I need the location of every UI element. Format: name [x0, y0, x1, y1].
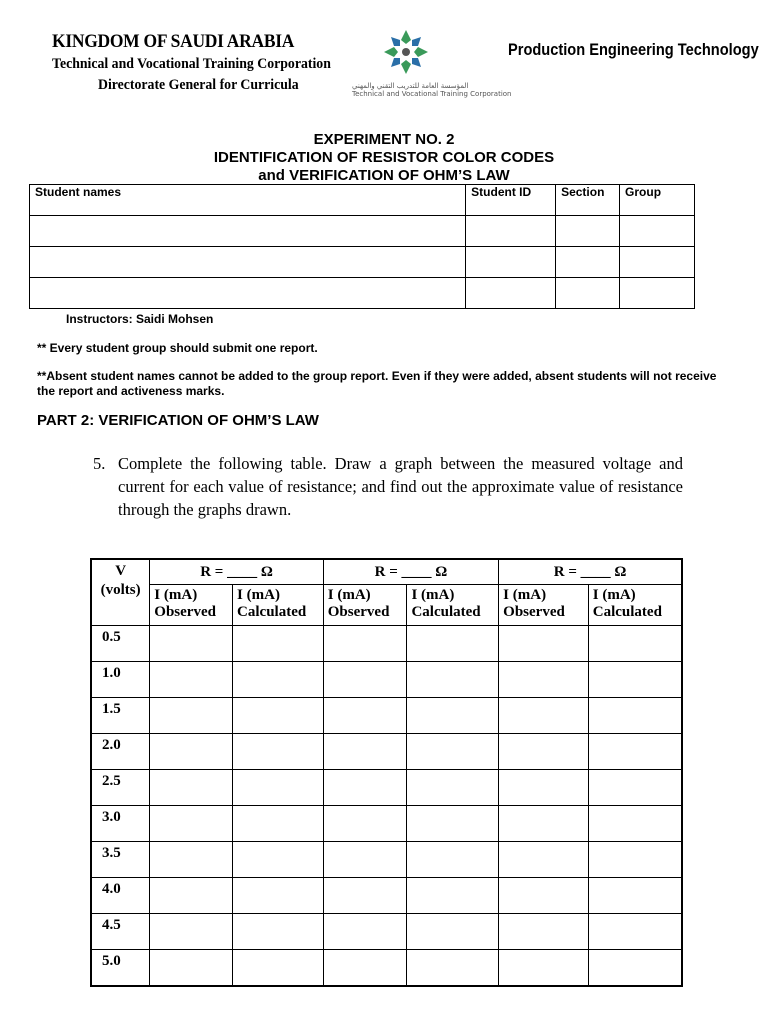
observed-current-cell[interactable]	[323, 914, 407, 950]
observed-current-cell[interactable]	[499, 878, 589, 914]
resistance-header-2: R = ____ Ω	[323, 559, 498, 585]
observed-current-cell[interactable]	[323, 842, 407, 878]
observed-current-cell[interactable]	[150, 878, 233, 914]
student-id-header: Student ID	[466, 185, 556, 216]
calculated-current-cell[interactable]	[588, 734, 682, 770]
calculated-current-cell[interactable]	[233, 842, 324, 878]
voltage-value: 3.5	[91, 842, 150, 878]
calculated-current-cell[interactable]	[588, 878, 682, 914]
calculated-current-cell[interactable]	[233, 734, 324, 770]
voltage-value: 5.0	[91, 950, 150, 987]
student-id-cell[interactable]	[466, 278, 556, 309]
calculated-current-cell[interactable]	[233, 806, 324, 842]
observed-current-cell[interactable]	[150, 914, 233, 950]
observed-current-cell[interactable]	[499, 806, 589, 842]
students-table	[29, 184, 695, 309]
section-header: Section	[556, 185, 620, 216]
resistance-header-3: R = ____ Ω	[499, 559, 682, 585]
resistance-header-row	[91, 559, 682, 585]
observed-current-cell[interactable]	[499, 662, 589, 698]
calculated-current-cell[interactable]	[233, 662, 324, 698]
observed-current-cell[interactable]	[323, 734, 407, 770]
observed-current-cell[interactable]	[150, 806, 233, 842]
observed-current-cell[interactable]	[323, 626, 407, 662]
instruction-text: Complete the following table. Draw a graph between the measured voltage and current for each value of resistance; and find out the approximate value of resistance through the graphs drawn.	[118, 454, 683, 519]
student-row	[30, 247, 695, 278]
voltage-row	[91, 842, 682, 878]
current-observed-header: I (mA) Observed	[150, 585, 233, 626]
observed-current-cell[interactable]	[150, 770, 233, 806]
voltage-row	[91, 806, 682, 842]
observed-current-cell[interactable]	[323, 662, 407, 698]
calculated-current-cell[interactable]	[588, 842, 682, 878]
observed-current-cell[interactable]	[323, 878, 407, 914]
calculated-current-cell[interactable]	[407, 734, 499, 770]
current-observed-header: I (mA) Observed	[323, 585, 407, 626]
experiment-number: EXPERIMENT NO. 2	[313, 131, 455, 148]
current-calculated-header: I (mA) Calculated	[233, 585, 324, 626]
calculated-current-cell[interactable]	[233, 950, 324, 987]
header-directorate: Directorate General for Curricula	[98, 77, 299, 93]
voltage-row	[91, 950, 682, 987]
calculated-current-cell[interactable]	[588, 770, 682, 806]
voltage-row	[91, 626, 682, 662]
voltage-row	[91, 662, 682, 698]
student-name-cell[interactable]	[30, 247, 466, 278]
current-calculated-header: I (mA) Calculated	[407, 585, 499, 626]
calculated-current-cell[interactable]	[233, 626, 324, 662]
observed-current-cell[interactable]	[499, 914, 589, 950]
voltage-row	[91, 734, 682, 770]
observed-current-cell[interactable]	[150, 734, 233, 770]
student-row	[30, 216, 695, 247]
observed-current-cell[interactable]	[323, 770, 407, 806]
logo-caption: المؤسسة العامة للتدريب التقني والمهني Technical and Vocational Training Corporation	[352, 82, 512, 98]
header-department: Production Engineering Technology	[508, 40, 759, 59]
instruction-number: 5.	[93, 454, 106, 473]
header-kingdom: KINGDOM OF SAUDI ARABIA	[52, 31, 295, 52]
calculated-current-cell[interactable]	[588, 698, 682, 734]
observed-current-cell[interactable]	[150, 662, 233, 698]
observed-current-cell[interactable]	[150, 950, 233, 987]
observed-current-cell[interactable]	[499, 626, 589, 662]
calculated-current-cell[interactable]	[588, 626, 682, 662]
voltage-value: 2.0	[91, 734, 150, 770]
voltage-row	[91, 770, 682, 806]
calculated-current-cell[interactable]	[407, 878, 499, 914]
student-id-cell[interactable]	[466, 216, 556, 247]
instruction-paragraph	[93, 452, 683, 521]
calculated-current-cell[interactable]	[407, 950, 499, 987]
voltage-header: V (volts)	[91, 559, 150, 626]
calculated-current-cell[interactable]	[233, 914, 324, 950]
observed-current-cell[interactable]	[323, 698, 407, 734]
submission-note: ** Every student group should submit one report.	[37, 341, 318, 355]
current-calculated-header: I (mA) Calculated	[588, 585, 682, 626]
student-row	[30, 278, 695, 309]
observed-current-cell[interactable]	[323, 806, 407, 842]
observed-current-cell[interactable]	[499, 734, 589, 770]
observed-current-cell[interactable]	[323, 950, 407, 987]
observed-current-cell[interactable]	[150, 626, 233, 662]
section-cell[interactable]	[556, 278, 620, 309]
group-header: Group	[620, 185, 695, 216]
student-id-cell[interactable]	[466, 247, 556, 278]
instructors-label: Instructors: Saidi Mohsen	[66, 312, 214, 326]
observed-current-cell[interactable]	[150, 698, 233, 734]
calculated-current-cell[interactable]	[407, 842, 499, 878]
voltage-row	[91, 878, 682, 914]
voltage-value: 4.5	[91, 914, 150, 950]
header-organization	[52, 30, 352, 96]
calculated-current-cell[interactable]	[233, 770, 324, 806]
voltage-value: 0.5	[91, 626, 150, 662]
calculated-current-cell[interactable]	[588, 806, 682, 842]
voltage-value: 1.5	[91, 698, 150, 734]
observed-current-cell[interactable]	[499, 842, 589, 878]
section-cell[interactable]	[556, 216, 620, 247]
calculated-current-cell[interactable]	[588, 662, 682, 698]
observed-current-cell[interactable]	[499, 770, 589, 806]
ohms-law-table	[90, 558, 683, 987]
student-names-header: Student names	[30, 185, 466, 216]
students-table-header	[30, 185, 695, 216]
experiment-title: IDENTIFICATION OF RESISTOR COLOR CODES	[213, 149, 555, 166]
calculated-current-cell[interactable]	[407, 662, 499, 698]
calculated-current-cell[interactable]	[588, 950, 682, 987]
calculated-current-cell[interactable]	[407, 914, 499, 950]
calculated-current-cell[interactable]	[233, 698, 324, 734]
group-cell[interactable]	[620, 216, 695, 247]
part2-heading: PART 2: VERIFICATION OF OHM’S LAW	[37, 412, 319, 429]
voltage-value: 3.0	[91, 806, 150, 842]
calculated-current-cell[interactable]	[407, 698, 499, 734]
voltage-value: 1.0	[91, 662, 150, 698]
voltage-value: 4.0	[91, 878, 150, 914]
section-cell[interactable]	[556, 247, 620, 278]
calculated-current-cell[interactable]	[588, 914, 682, 950]
absence-note: **Absent student names cannot be added to the group report. Even if they were added, absent students will not receive the report and activeness marks.	[37, 369, 717, 398]
observed-current-cell[interactable]	[499, 698, 589, 734]
student-name-cell[interactable]	[30, 278, 466, 309]
group-cell[interactable]	[620, 247, 695, 278]
header-corporation: Technical and Vocational Training Corporation	[52, 56, 331, 72]
resistance-header-1: R = ____ Ω	[150, 559, 323, 585]
observed-current-cell[interactable]	[499, 950, 589, 987]
calculated-current-cell[interactable]	[407, 806, 499, 842]
experiment-subtitle: and VERIFICATION OF OHM’S LAW	[258, 167, 510, 184]
current-header-row	[91, 585, 682, 626]
calculated-current-cell[interactable]	[233, 878, 324, 914]
group-cell[interactable]	[620, 278, 695, 309]
calculated-current-cell[interactable]	[407, 626, 499, 662]
voltage-row	[91, 698, 682, 734]
calculated-current-cell[interactable]	[407, 770, 499, 806]
current-observed-header: I (mA) Observed	[499, 585, 589, 626]
observed-current-cell[interactable]	[150, 842, 233, 878]
voltage-row	[91, 914, 682, 950]
voltage-value: 2.5	[91, 770, 150, 806]
student-name-cell[interactable]	[30, 216, 466, 247]
